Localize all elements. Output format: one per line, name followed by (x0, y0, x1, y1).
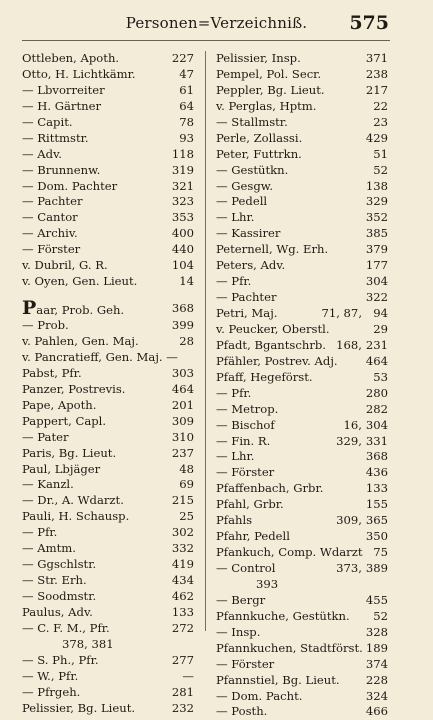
entry-name: v. Perglas, Hptm. (216, 98, 317, 113)
entry-name: Pempel, Pol. Secr. (216, 66, 322, 81)
index-entry (216, 545, 388, 561)
entry-page-number: 272 (171, 620, 194, 635)
index-entry (22, 258, 194, 274)
entry-page-number: 329 (365, 194, 388, 209)
entry-name: Perle, Zollassi. (216, 130, 303, 145)
index-entry (22, 147, 194, 163)
index-entry (22, 99, 194, 115)
index-entry (216, 449, 388, 465)
entry-name: — Dr., A. Wdarzt. (22, 493, 124, 508)
index-entry (22, 669, 194, 685)
entry-page-number: 389 (365, 561, 388, 575)
entry-extra-pages: 16, (343, 417, 362, 432)
index-entry (216, 115, 388, 131)
entry-name: — Bischof (216, 417, 275, 432)
index-entry (22, 414, 194, 430)
entry-page-number: 277 (171, 652, 194, 667)
entry-name: v. Pancratieff, Gen. Maj. — (22, 349, 178, 364)
index-entry (216, 481, 388, 497)
index-entry (22, 210, 194, 226)
index-entry (216, 465, 388, 481)
index-entry (216, 194, 388, 210)
entry-name: v. Pahlen, Gen. Maj. (22, 334, 139, 348)
entry-page-number: 455 (365, 592, 388, 607)
index-entry (22, 350, 194, 366)
entry-page-number: 322 (365, 290, 388, 305)
entry-name: Peters, Adv. (216, 258, 286, 273)
entry-extra-pages: 168, (336, 337, 362, 352)
index-entry (216, 226, 388, 242)
entry-name: Pfaffenbach, Grbr. (216, 481, 324, 496)
index-entry (216, 593, 388, 609)
entry-page-number: 237 (171, 445, 194, 460)
entry-page-number: 374 (365, 656, 388, 671)
entry-page-number: 14 (179, 274, 194, 289)
entry-name: — Ggschlstr. (22, 557, 97, 572)
entry-name: Peter, Futtrkn. (216, 146, 302, 161)
entry-name: Pfannstiel, Bg. Lieut. (216, 672, 340, 687)
entry-name: — Fin. R. (216, 433, 271, 448)
entry-page-number: 324 (365, 688, 388, 703)
entry-page-number: 228 (365, 672, 388, 687)
index-entry (216, 673, 388, 689)
entry-name: — Str. Erh. (22, 573, 87, 588)
entry-page-number: 464 (365, 353, 388, 368)
entry-page-number: 379 (365, 242, 388, 257)
index-entry (22, 573, 194, 589)
entry-name: — Kassirer (216, 226, 281, 241)
entry-name: Pfahr, Pedell (216, 529, 290, 544)
index-entry (216, 497, 388, 513)
index-entry (22, 557, 194, 573)
entry-name: Pabst, Pfr. (22, 365, 82, 380)
entry-extra-pages: 309, (336, 513, 362, 528)
entry-name: — Soodmstr. (22, 589, 97, 603)
entry-name: — Archiv. (22, 226, 78, 241)
entry-name: v. Dubril, G. R. (22, 258, 108, 273)
entry-name: Pfannkuchen, Stadtförst. (216, 640, 363, 655)
entry-page-number: 368 (171, 301, 194, 316)
index-entry (22, 446, 194, 462)
entry-page-number: 303 (171, 365, 194, 380)
entry-page-number: 69 (179, 477, 194, 492)
entry-page-number: 419 (171, 557, 194, 572)
index-entry (216, 99, 388, 115)
entry-name: Peppler, Bg. Lieut. (216, 82, 325, 97)
entry-name: — Prob. (22, 318, 69, 333)
entry-name: — Förster (22, 242, 81, 257)
entry-name: Pfaff, Hegeförst. (216, 369, 313, 384)
entry-name: Paar, Prob. Geh. (22, 297, 125, 320)
entry-page-number: 368 (365, 449, 388, 464)
entry-page-number: 302 (171, 525, 194, 540)
index-entry (22, 318, 194, 334)
entry-name: — Förster (216, 465, 275, 480)
index-entry (216, 577, 388, 593)
index-entry (22, 163, 194, 179)
entry-page-number: — (182, 668, 194, 683)
entry-name: Ottleben, Apoth. (22, 51, 120, 65)
index-entry (216, 338, 388, 354)
index-entry (216, 322, 388, 338)
entry-name: Paris, Bg. Lieut. (22, 445, 117, 460)
entry-name: — H. Gärtner (22, 98, 102, 113)
entry-name: Pelissier, Bg. Lieut. (22, 700, 136, 715)
entry-name: Pfannkuche, Gestütkn. (216, 608, 350, 623)
entry-name: 378, 381 (62, 636, 114, 651)
index-entry (22, 509, 194, 525)
index-entry (216, 83, 388, 99)
entry-page-number: 304 (365, 417, 388, 432)
index-entry (22, 653, 194, 669)
index-entry (22, 621, 194, 637)
entry-name: Pelissier, Insp. (216, 51, 301, 65)
entry-name: Pfähler, Postrev. Adj. (216, 353, 338, 368)
entry-page-number: 53 (373, 369, 388, 384)
index-entry (22, 477, 194, 493)
entry-page-number: 462 (171, 589, 194, 603)
entry-name: — Dom. Pacht. (216, 688, 303, 703)
index-entry (216, 242, 388, 258)
index-entry (216, 147, 388, 163)
index-entry (216, 609, 388, 625)
index-entry (216, 274, 388, 290)
entry-page-number: 52 (373, 608, 388, 623)
entry-page-number: 280 (365, 385, 388, 400)
index-entry (216, 657, 388, 673)
entry-page-number: 281 (171, 684, 194, 699)
column-divider (205, 51, 206, 631)
entry-page-number: 466 (365, 704, 388, 719)
entry-page-number: 310 (171, 429, 194, 444)
entry-page-number: 29 (373, 321, 388, 336)
entry-name: Panzer, Postrevis. (22, 381, 126, 396)
entry-page-number: 331 (365, 433, 388, 448)
entry-name: — Lhr. (216, 210, 255, 225)
entry-name: — Lhr. (216, 449, 255, 464)
entry-page-number: 28 (179, 334, 194, 348)
entry-page-number: 365 (365, 513, 388, 528)
entry-name: — Bergr (216, 592, 266, 607)
index-entry (216, 290, 388, 306)
entry-name: Pauli, H. Schausp. (22, 509, 130, 524)
entry-name: — Gestütkn. (216, 162, 289, 177)
index-entry (216, 641, 388, 657)
index-entry (22, 637, 194, 653)
entry-page-number: 352 (365, 210, 388, 225)
entry-name: — Posth. (216, 704, 268, 719)
index-entry (216, 386, 388, 402)
entry-extra-pages: 373, (336, 561, 362, 575)
index-entry (216, 513, 388, 529)
entry-page-number: 400 (171, 226, 194, 241)
entry-name: — Stallmstr. (216, 114, 288, 129)
entry-page-number: 51 (373, 146, 388, 161)
entry-page-number: 177 (365, 258, 388, 273)
index-entry (216, 179, 388, 195)
entry-page-number: 133 (171, 604, 194, 619)
entry-name: — Pedell (216, 194, 268, 209)
index-entry (216, 131, 388, 147)
entry-page-number: 201 (171, 397, 194, 412)
entry-extra-pages: 71, 87, (321, 306, 362, 320)
index-entry (22, 334, 194, 350)
index-entry (22, 701, 194, 717)
entry-name: — Pfr. (216, 274, 252, 289)
index-entry (22, 462, 194, 478)
entry-name: v. Oyen, Gen. Lieut. (22, 274, 138, 289)
entry-name: — Adv. (22, 146, 62, 161)
entry-name: Pfahl, Grbr. (216, 497, 284, 512)
entry-page-number: 436 (365, 465, 388, 480)
entry-name: — Lbvorreiter (22, 82, 105, 97)
entry-page-number: 78 (179, 114, 194, 129)
entry-name: Petri, Maj. (216, 306, 278, 320)
entry-page-number: 323 (171, 194, 194, 209)
entry-extra-pages: 329, (336, 433, 362, 448)
entry-page-number: 22 (373, 98, 388, 113)
entry-page-number: 321 (171, 178, 194, 193)
entry-name: — Insp. (216, 624, 261, 639)
entry-name: — Kanzl. (22, 477, 74, 492)
index-entry (22, 67, 194, 83)
entry-page-number: 328 (365, 624, 388, 639)
entry-page-number: 155 (365, 497, 388, 512)
index-entry (22, 525, 194, 541)
entry-page-number: 217 (365, 82, 388, 97)
index-entry (22, 382, 194, 398)
entry-name: Pfankuch, Comp. Wdarzt (216, 545, 363, 560)
index-entry (22, 685, 194, 701)
entry-name: — W., Pfr. (22, 668, 79, 683)
entry-name: 393 (256, 576, 279, 591)
entry-page-number: 138 (365, 178, 388, 193)
entry-name: — Dom. Pachter (22, 178, 118, 193)
index-entry (216, 561, 388, 577)
entry-page-number: 350 (365, 529, 388, 544)
entry-page-number: 133 (365, 481, 388, 496)
index-entry (22, 226, 194, 242)
entry-page-number: 227 (171, 51, 194, 65)
entry-page-number: 104 (171, 258, 194, 273)
index-entry (216, 704, 388, 720)
index-entry (216, 529, 388, 545)
entry-page-number: 75 (373, 545, 388, 560)
entry-page-number: 304 (365, 274, 388, 289)
index-entry (22, 115, 194, 131)
entry-page-number: 47 (179, 66, 194, 81)
entry-name: — Pfrgeh. (22, 684, 81, 699)
index-entry (22, 589, 194, 605)
entry-name: Paulus, Adv. (22, 604, 93, 619)
entry-page-number: 52 (373, 162, 388, 177)
entry-page-number: 215 (171, 493, 194, 508)
entry-name: Pape, Apoth. (22, 397, 97, 412)
index-entry (22, 605, 194, 621)
entry-name: v. Peucker, Oberstl. (216, 321, 330, 336)
index-entry (216, 434, 388, 450)
entry-name: — Pater (22, 429, 69, 444)
entry-page-number: 399 (171, 318, 194, 333)
page-header (0, 12, 433, 36)
page-number: 575 (349, 12, 389, 34)
entry-page-number: 93 (179, 130, 194, 145)
entry-page-number: 371 (365, 51, 388, 65)
index-entry (216, 163, 388, 179)
entry-name: — Rittmstr. (22, 130, 89, 145)
entry-page-number: 94 (373, 306, 388, 320)
entry-name: — Pfr. (216, 385, 252, 400)
entry-name: Pfahls (216, 513, 253, 528)
index-entry (22, 274, 194, 290)
entry-page-number: 282 (365, 401, 388, 416)
entry-page-number: 232 (171, 700, 194, 715)
entry-name: — Pachter (22, 194, 83, 209)
index-entry (22, 296, 194, 318)
entry-name: — S. Ph., Pfr. (22, 652, 99, 667)
entry-name: — Pachter (216, 290, 277, 305)
index-entry (216, 418, 388, 434)
entry-page-number: 64 (179, 98, 194, 113)
entry-name: — Cantor (22, 210, 78, 225)
entry-name: — C. F. M., Pfr. (22, 620, 110, 635)
entry-page-number: 238 (365, 66, 388, 81)
index-entry (216, 625, 388, 641)
index-entry (216, 210, 388, 226)
entry-page-number: 309 (171, 413, 194, 428)
entry-page-number: 385 (365, 226, 388, 241)
entry-name: — Pfr. (22, 525, 58, 540)
index-entry (22, 242, 194, 258)
index-entry (22, 131, 194, 147)
entry-name: — Förster (216, 656, 275, 671)
entry-page-number: 61 (179, 82, 194, 97)
index-entry (22, 194, 194, 210)
entry-name: Peternell, Wg. Erh. (216, 242, 329, 257)
index-entry (216, 258, 388, 274)
index-entry (216, 354, 388, 370)
entry-name: — Gesgw. (216, 178, 274, 193)
entry-name: Pappert, Capl. (22, 413, 107, 428)
entry-name: — Capit. (22, 114, 73, 129)
entry-page-number: 319 (171, 162, 194, 177)
entry-page-number: 429 (365, 130, 388, 145)
left-column (22, 51, 194, 717)
index-entry (22, 430, 194, 446)
index-entry (216, 67, 388, 83)
index-entry (22, 83, 194, 99)
entry-page-number: 353 (171, 210, 194, 225)
entry-name: Paul, Lbjäger (22, 461, 101, 476)
entry-name: — Amtm. (22, 541, 76, 556)
index-entry (216, 402, 388, 418)
entry-name: — Brunnenw. (22, 162, 101, 177)
index-entry (22, 366, 194, 382)
index-entry (22, 179, 194, 195)
entry-page-number: 23 (373, 114, 388, 129)
entry-name: Otto, H. Lichtkämr. (22, 66, 136, 81)
index-entry (22, 493, 194, 509)
entry-page-number: 189 (365, 640, 388, 655)
header-rule (22, 40, 390, 41)
index-entry (216, 689, 388, 705)
entry-name: Pfadt, Bgantschrb. (216, 337, 326, 352)
index-entry (216, 306, 388, 322)
index-entry (22, 541, 194, 557)
entry-page-number: 231 (365, 337, 388, 352)
entry-page-number: 434 (171, 573, 194, 588)
entry-page-number: 25 (179, 509, 194, 524)
entry-page-number: 464 (171, 381, 194, 396)
entry-page-number: 332 (171, 541, 194, 556)
right-column (216, 51, 388, 720)
entry-page-number: 440 (171, 242, 194, 257)
entry-page-number: 118 (171, 146, 194, 161)
index-entry (22, 398, 194, 414)
index-entry (216, 370, 388, 386)
entry-page-number: 48 (179, 461, 194, 476)
page-title: Personen=Verzeichniß. (125, 14, 308, 32)
entry-name: — Metrop. (216, 401, 279, 416)
index-entry (216, 51, 388, 67)
entry-name: — Control (216, 561, 276, 575)
index-entry (22, 51, 194, 67)
